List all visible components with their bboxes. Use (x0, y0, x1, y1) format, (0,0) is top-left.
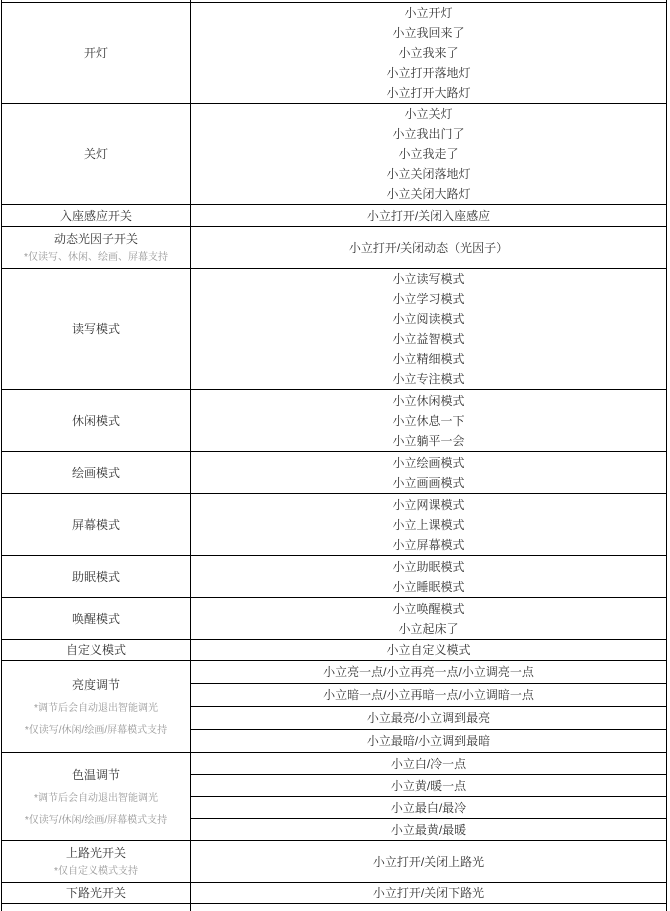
voice-command: 小立最白/最冷 (390, 800, 467, 815)
voice-command: 小立益智模式 (392, 332, 465, 346)
commands-cell (191, 3, 667, 104)
voice-command: 小立精细模式 (392, 352, 465, 366)
voice-command: 小立休闲模式 (392, 393, 465, 408)
table-row (2, 3, 667, 104)
table-row (2, 390, 667, 452)
mode-cell (2, 598, 191, 640)
commands-cell (191, 684, 667, 707)
commands-cell (191, 883, 667, 904)
table-row (2, 494, 667, 556)
table-row (2, 227, 667, 269)
voice-command: 小立打开/关闭上路光 (372, 854, 485, 869)
mode-cell (2, 269, 191, 390)
mode-name: 动态光因子开关 (53, 232, 138, 246)
voice-command: 小立阅读模式 (392, 312, 465, 326)
voice-command: 小立休息一下 (392, 413, 465, 428)
commands-cell (191, 205, 667, 227)
mode-name: 下路光开关 (65, 886, 126, 900)
commands-cell (191, 819, 667, 841)
mode-note: *调节后会自动退出智能调光 (34, 792, 158, 804)
voice-command: 小立屏幕模式 (392, 537, 465, 552)
mode-cell (2, 390, 191, 452)
mode-name: 入座感应开关 (59, 208, 132, 223)
voice-command: 小立我来了 (398, 46, 459, 60)
voice-command: 小立自定义模式 (386, 643, 471, 657)
voice-command: 小立起床了 (398, 621, 459, 636)
commands-cell (191, 556, 667, 598)
mode-name: 唤醒模式 (71, 611, 120, 626)
commands-cell (191, 775, 667, 797)
mode-name: 屏幕模式 (71, 517, 120, 532)
voice-command: 小立打开大路灯 (386, 86, 471, 100)
mode-name: 休闲模式 (71, 413, 120, 428)
voice-command: 小立打开落地灯 (386, 66, 471, 80)
voice-command: 小立网课模式 (392, 497, 465, 512)
voice-command: 小立开灯 (404, 6, 453, 20)
table-row (2, 104, 667, 205)
mode-name: 开灯 (83, 46, 108, 60)
mode-note: *仅读写/休闲/绘画/屏幕模式支持 (24, 814, 168, 826)
commands-cell (191, 452, 667, 494)
voice-command: 小立打开/关闭下路光 (372, 886, 485, 900)
voice-command: 小立读写模式 (392, 272, 465, 286)
voice-command: 小立打开/关闭入座感应 (366, 208, 491, 223)
clipped-row-bottom (2, 904, 667, 911)
voice-command: 小立最黄/最暖 (390, 822, 467, 837)
clipped-cell (2, 904, 191, 911)
mode-cell (2, 883, 191, 904)
table-row (2, 269, 667, 390)
mode-cell (2, 753, 191, 841)
voice-command: 小立睡眠模式 (392, 579, 465, 594)
mode-note: *仅读写/休闲/绘画/屏幕模式支持 (24, 724, 168, 736)
voice-command: 小立专注模式 (392, 372, 465, 386)
voice-command-table (1, 0, 667, 911)
table-row (2, 556, 667, 598)
mode-name: 自定义模式 (65, 643, 126, 657)
commands-cell (191, 269, 667, 390)
mode-name: 关灯 (83, 147, 108, 161)
commands-cell (191, 797, 667, 819)
mode-cell (2, 556, 191, 598)
voice-command: 小立关闭落地灯 (386, 167, 471, 181)
mode-cell (2, 640, 191, 661)
commands-cell (191, 598, 667, 640)
commands-cell (191, 390, 667, 452)
commands-cell (191, 104, 667, 205)
commands-cell (191, 661, 667, 684)
commands-cell (191, 227, 667, 269)
voice-command: 小立打开/关闭动态（光因子） (348, 240, 509, 255)
voice-command: 小立白/冷一点 (390, 756, 467, 771)
mode-name: 亮度调节 (71, 677, 120, 692)
voice-command: 小立黄/暖一点 (390, 778, 467, 793)
table-row (2, 205, 667, 227)
voice-command: 小立画画模式 (392, 475, 465, 490)
table-row (2, 452, 667, 494)
mode-name: 读写模式 (71, 322, 120, 336)
commands-cell (191, 753, 667, 775)
voice-command: 小立唤醒模式 (392, 601, 465, 616)
voice-command: 小立绘画模式 (392, 455, 465, 470)
table-row (2, 753, 667, 775)
table-row (2, 841, 667, 883)
mode-name: 绘画模式 (71, 465, 120, 480)
voice-command: 小立学习模式 (392, 292, 465, 306)
mode-name: 上路光开关 (65, 846, 126, 860)
mode-note: *调节后会自动退出智能调光 (34, 702, 158, 714)
commands-cell (191, 730, 667, 753)
table-row (2, 883, 667, 904)
voice-command: 小立躺平一会 (392, 433, 465, 448)
commands-cell (191, 707, 667, 730)
voice-command: 小立我出门了 (392, 127, 465, 141)
table-row (2, 661, 667, 684)
mode-cell (2, 841, 191, 883)
voice-command: 小立最亮/小立调到最亮 (366, 711, 491, 725)
mode-cell (2, 227, 191, 269)
voice-command: 小立亮一点/小立再亮一点/小立调亮一点 (323, 665, 534, 679)
clipped-cell (191, 904, 667, 911)
mode-cell (2, 104, 191, 205)
mode-name: 助眠模式 (71, 569, 120, 584)
mode-cell (2, 452, 191, 494)
voice-command: 小立我回来了 (392, 26, 465, 40)
voice-command: 小立暗一点/小立再暗一点/小立调暗一点 (323, 688, 534, 702)
mode-cell (2, 661, 191, 753)
voice-command: 小立关灯 (404, 107, 453, 121)
mode-cell (2, 3, 191, 104)
voice-command: 小立关闭大路灯 (386, 187, 471, 201)
mode-cell (2, 494, 191, 556)
commands-cell (191, 640, 667, 661)
mode-note: *仅读写、休闲、绘画、屏幕支持 (24, 252, 168, 263)
mode-cell (2, 205, 191, 227)
commands-cell (191, 494, 667, 556)
voice-command: 小立最暗/小立调到最暗 (366, 734, 491, 748)
commands-cell (191, 841, 667, 883)
voice-command: 小立助眠模式 (392, 559, 465, 574)
voice-command: 小立上课模式 (392, 517, 465, 532)
table-row (2, 598, 667, 640)
mode-note: *仅自定义模式支持 (54, 866, 138, 877)
mode-name: 色温调节 (71, 767, 120, 782)
voice-command: 小立我走了 (398, 147, 459, 161)
table-row (2, 640, 667, 661)
